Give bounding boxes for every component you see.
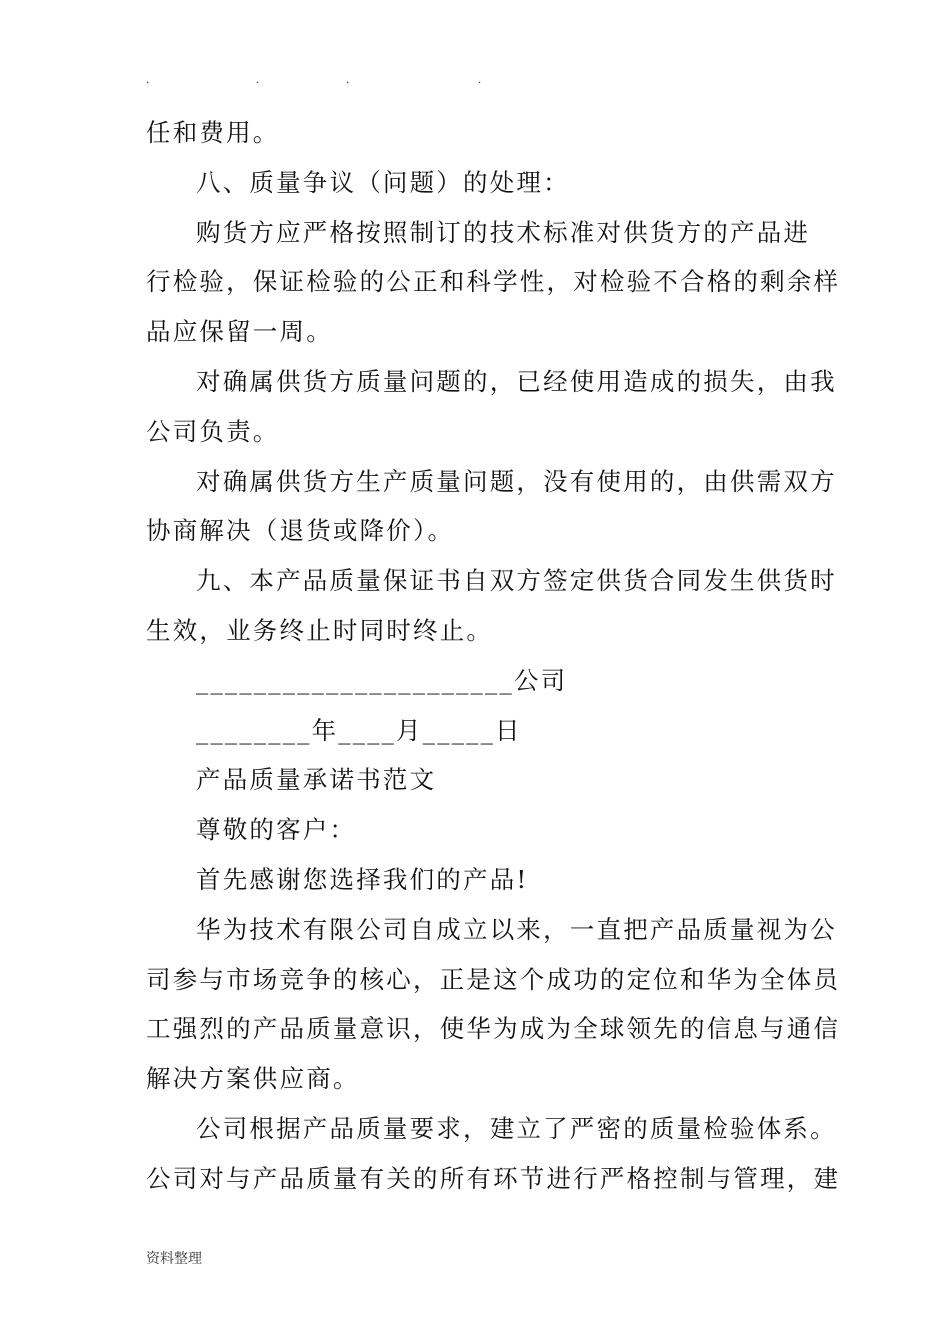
header-dots <box>146 74 486 88</box>
header-dot: . <box>478 75 482 86</box>
header-dot: . <box>146 75 150 86</box>
paragraph-line: 公司对与产品质量有关的所有环节进行严格控制与管理，建 <box>146 1163 841 1193</box>
page-footer: 资料整理 <box>146 1251 202 1267</box>
document-body <box>146 108 841 1204</box>
header-dot: . <box>346 75 350 86</box>
signature-date-line: ________年____月_____日 <box>196 715 522 745</box>
salutation: 尊敬的客户： <box>196 815 357 845</box>
paragraph-line: 协商解决（退货或降价）。 <box>146 516 455 546</box>
paragraph-line: 生效，业务终止时同时终止。 <box>146 615 494 645</box>
paragraph-line: 华为技术有限公司自成立以来，一直把产品质量视为公 <box>196 914 837 944</box>
paragraph-line: 品应保留一周。 <box>146 317 333 347</box>
paragraph-line: 购货方应严格按照制订的技术标准对供货方的产品进 <box>196 217 811 247</box>
paragraph-line: 任和费用。 <box>146 118 280 147</box>
header-dot: . <box>256 75 260 86</box>
section-heading: 九、本产品质量保证书自双方签定供货合同发生供货时 <box>196 566 837 596</box>
paragraph-line: 公司负责。 <box>146 416 280 446</box>
paragraph-line: 行检验，保证检验的公正和科学性，对检验不合格的剩余样 <box>146 267 841 297</box>
paragraph-line: 工强烈的产品质量意识，使华为成为全球领先的信息与通信 <box>146 1014 841 1044</box>
paragraph-line: 解决方案供应商。 <box>146 1064 360 1094</box>
paragraph-line: 司参与市场竞争的核心，正是这个成功的定位和华为全体员 <box>146 964 841 994</box>
signature-company-line: ______________________公司 <box>196 665 568 695</box>
document-title: 产品质量承诺书范文 <box>196 765 437 795</box>
section-heading: 八、质量争议（问题）的处理： <box>196 167 570 197</box>
paragraph-line: 公司根据产品质量要求，建立了严密的质量检验体系。 <box>196 1113 837 1143</box>
paragraph-line: 首先感谢您选择我们的产品! <box>196 864 529 894</box>
paragraph-line: 对确属供货方生产质量问题，没有使用的，由供需双方 <box>196 466 837 496</box>
paragraph-line: 对确属供货方质量问题的，已经使用造成的损失，由我 <box>196 366 837 396</box>
